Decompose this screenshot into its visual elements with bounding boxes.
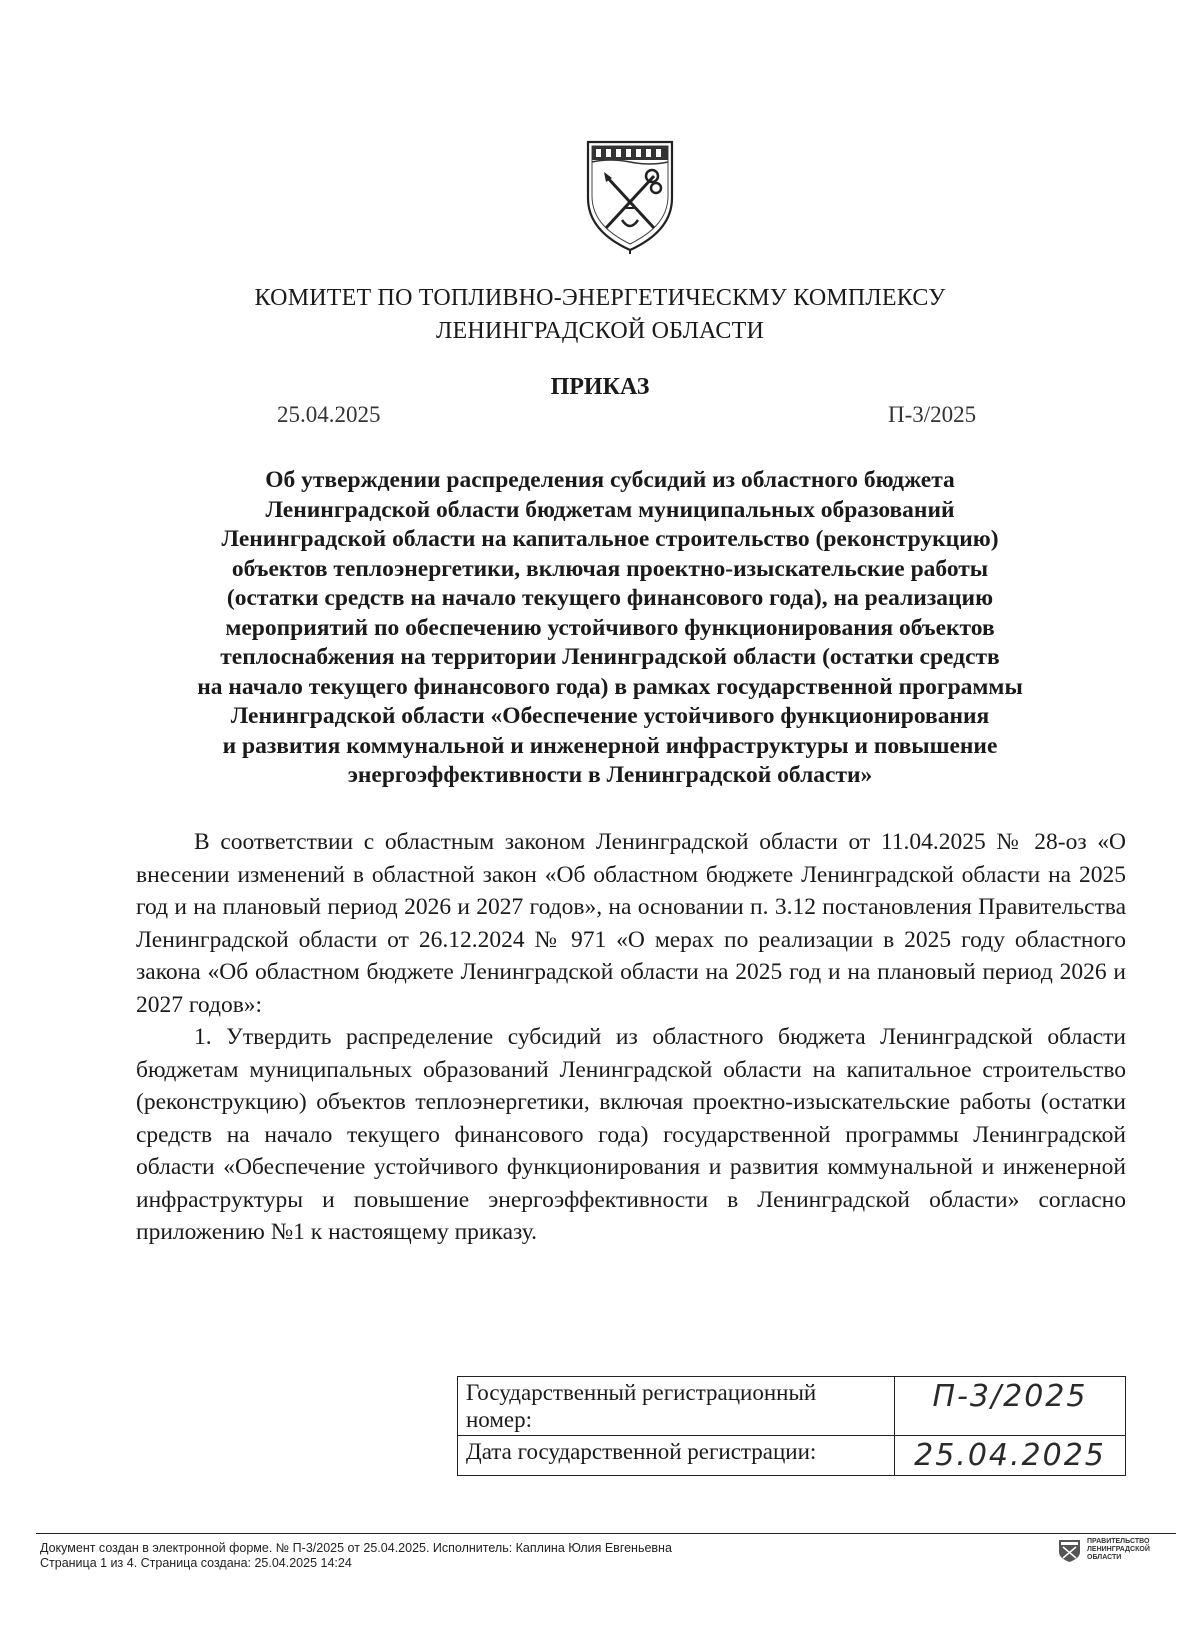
government-logo-text: [1087, 1538, 1150, 1562]
title-line: энергоэффективности в Ленинградской области»: [347, 762, 873, 788]
logo-text-line: ПРАВИТЕЛЬСТВО: [1087, 1538, 1150, 1545]
registration-date-row: [458, 1436, 1126, 1476]
registration-number-label: Государственный регистрационный номер:: [458, 1377, 895, 1436]
organization-name-line1: КОМИТЕТ ПО ТОПЛИВНО-ЭНЕРГЕТИЧЕСКМУ КОМПЛЕКСУ: [254, 285, 946, 311]
title-line: Ленинградской области на капитальное строительство (реконструкцию): [221, 526, 999, 552]
registration-number-value: П-3/2025: [895, 1377, 1126, 1436]
registration-date-value: 25.04.2025: [895, 1436, 1126, 1476]
title-line: и развития коммунальной и инженерной инфраструктуры и повышение: [222, 732, 998, 759]
footer-line1: Документ создан в электронной форме. № П-3/2025 от 25.04.2025. Исполнитель: Каплина Юлия Евгеньевна: [40, 1541, 672, 1555]
footer-info: [40, 1541, 672, 1571]
title-line: мероприятий по обеспечению устойчивого функционирования объектов: [225, 614, 995, 641]
document-title: [140, 466, 1080, 791]
document-type: ПРИКАЗ: [550, 374, 650, 400]
registration-stamp: [457, 1376, 1126, 1476]
logo-text-line: ОБЛАСТИ: [1087, 1554, 1122, 1561]
body-paragraph-1: В соответствии с областным законом Ленинградской области от 11.04.2025 № 28-оз «О внесении изменений в областной закон «Об областном бюджете Ленинградской области на 2025 год и на плановый период 2026 и 2027 годов», на основании п. 3.12 постановления Правительства Ленинградской области от 26.12.2024 № 971 «О мерах по реализации в 2025 году областного закона «Об областном бюджете Ленинградской области на 2025 год и на плановый период 2026 и 2027 годов»:: [136, 829, 1126, 1018]
footer-line2: Страница 1 из 4. Страница создана: 25.04.2025 14:24: [40, 1556, 352, 1570]
logo-text-line: ЛЕНИНГРАДСКОЙ: [1087, 1546, 1150, 1553]
document-date: 25.04.2025: [277, 402, 381, 427]
organization-name-line2: ЛЕНИНГРАДСКОЙ ОБЛАСТИ: [435, 318, 764, 344]
coat-of-arms-icon: [582, 136, 678, 256]
title-line: (остатки средств на начало текущего финансового года), на реализацию: [226, 585, 994, 611]
document-number: П-3/2025: [888, 402, 977, 427]
title-line: объектов теплоэнергетики, включая проектно-изыскательские работы: [231, 555, 989, 582]
title-line: теплоснабжения на территории Ленинградской области (остатки средств: [220, 644, 1000, 670]
registration-date-label: Дата государственной регистрации:: [458, 1436, 895, 1476]
body-paragraph-2: 1. Утвердить распределение субсидий из областного бюджета Ленинградской области бюджетам муниципальных образований Ленинградской области на капитальное строительство (реконструкцию) объектов теплоэнергетики, включая проектно-изыскательские работы (остатки средств на начало текущего финансового года) государственной программы Ленинградской области «Обеспечение устойчивого функционирования и развития коммунальной и инженерной инфраструктуры и повышение энергоэффективности в Ленинградской области» согласно приложению №1 к настоящему приказу.: [136, 1024, 1126, 1245]
title-line: Об утверждении распределения субсидий из областного бюджета: [265, 467, 955, 493]
title-line: Ленинградской области «Обеспечение устойчивого функционирования: [230, 703, 990, 729]
title-line: на начало текущего финансового года) в рамках государственной программы: [197, 673, 1023, 700]
document-body: [136, 826, 1126, 1249]
footer-divider: [36, 1533, 1176, 1534]
government-logo-icon: [1057, 1538, 1082, 1563]
organization-name: [0, 282, 1200, 348]
registration-number-row: [458, 1377, 1126, 1436]
title-line: Ленинградской области бюджетам муниципальных образований: [265, 496, 955, 523]
